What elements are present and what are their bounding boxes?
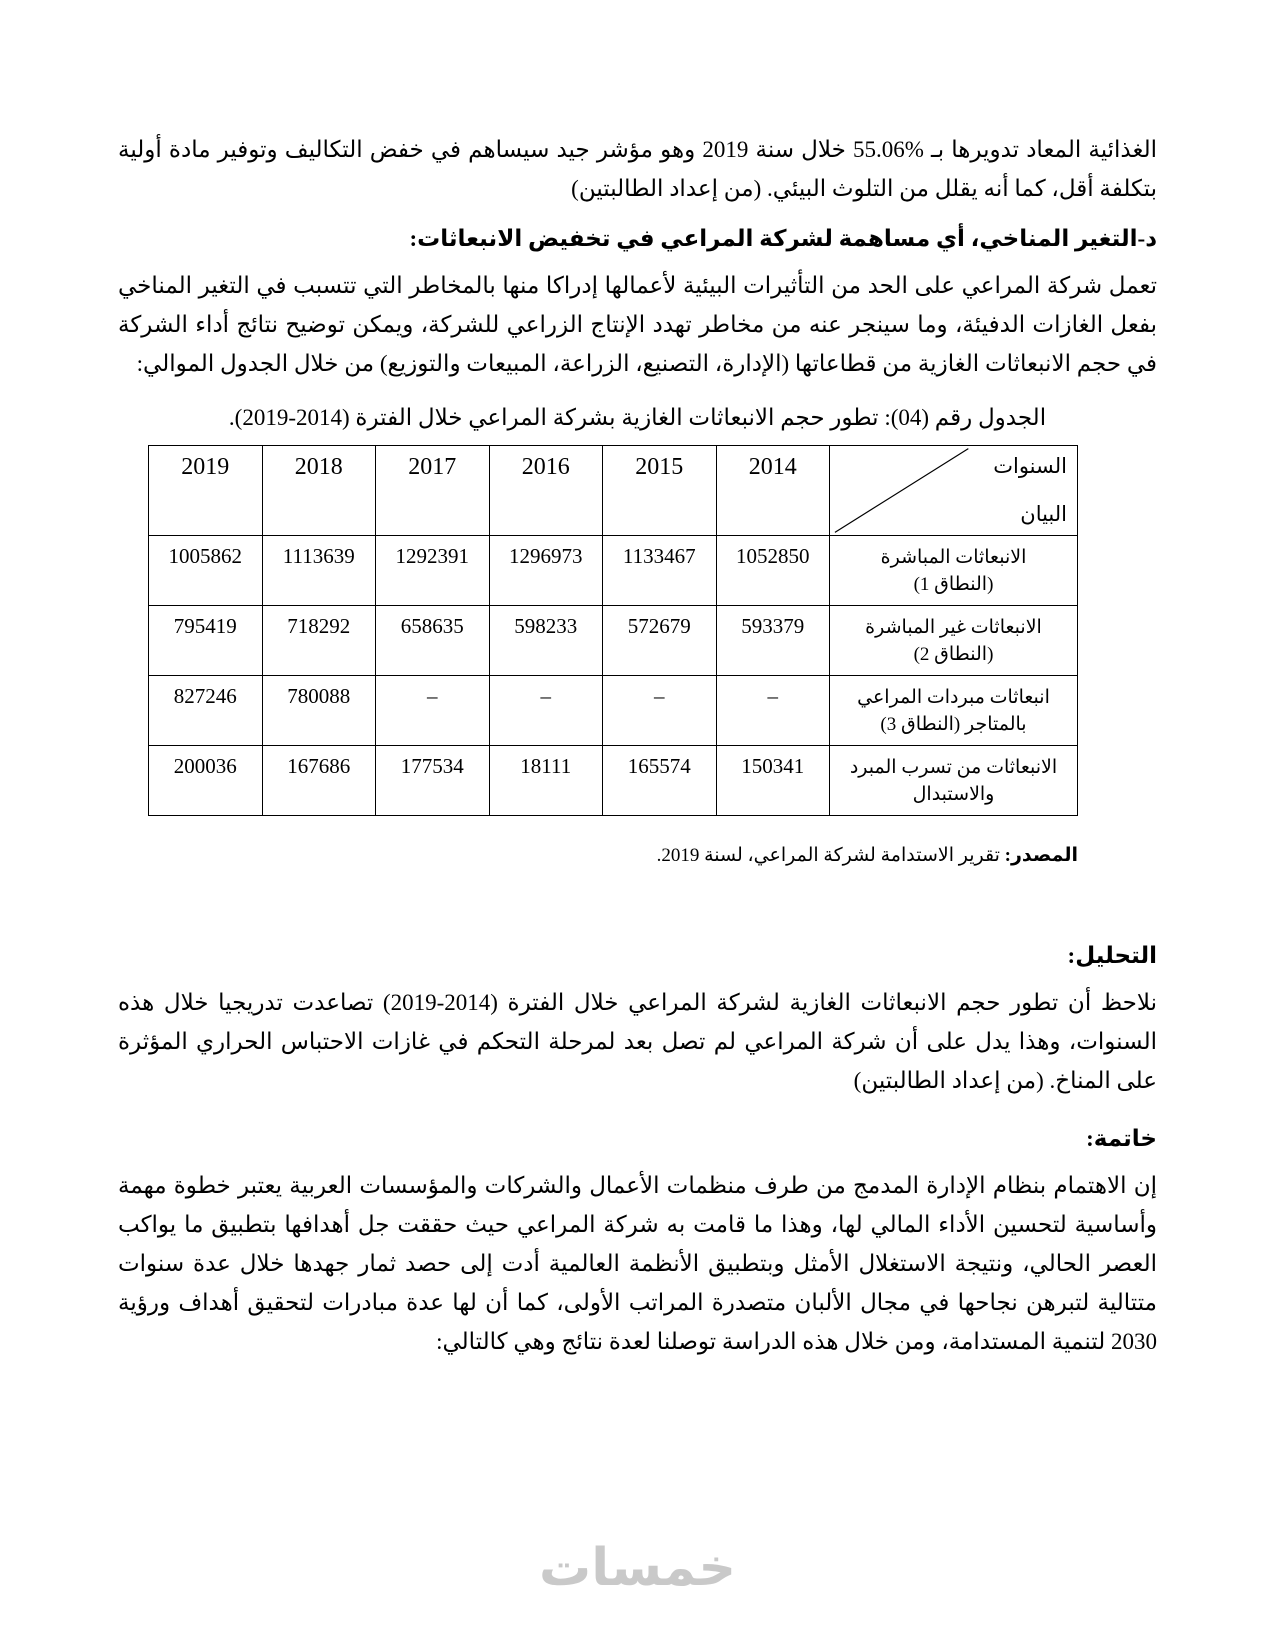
year-header-2016: 2016 bbox=[489, 446, 603, 536]
table-row-scope2 bbox=[149, 606, 1078, 676]
value-cell: 827246 bbox=[149, 676, 263, 746]
climate-paragraph: تعمل شركة المراعي على الحد من التأثيرات البيئية لأعمالها إدراكا منها بالمخاطر التي تتسبب في التغير المناخي بفعل الغازات الدفيئة، وما سينجر عنه من مخاطر تهدد الإنتاج الزراعي للشركة، ويمكن توضيح نتائج أداء الشركة في حجم الانبعاثات الغازية من قطاعاتها (الإدارة، التصنيع، الزراعة، المبيعات والتوزيع) من خلال الجدول الموالي: bbox=[118, 273, 1157, 376]
year-header-2018: 2018 bbox=[262, 446, 376, 536]
khamsat-watermark: خمسات bbox=[538, 1538, 737, 1598]
value-cell: 1292391 bbox=[376, 536, 490, 606]
source-label: المصدر: bbox=[1004, 845, 1078, 866]
value-cell: 593379 bbox=[716, 606, 830, 676]
analysis-heading: التحليل: bbox=[1067, 943, 1157, 968]
value-cell: 18111 bbox=[489, 746, 603, 816]
analysis-paragraph: نلاحظ أن تطور حجم الانبعاثات الغازية لشركة المراعي خلال الفترة (2014-2019) تصاعدت تدريجيا خلال هذه السنوات، وهذا يدل على أن شركة المراعي لم تصل بعد لمرحلة التحكم في غازات الاحتباس الحراري المؤثرة على المناخ. (من إعداد الطالبتين) bbox=[118, 990, 1157, 1093]
value-cell: 780088 bbox=[262, 676, 376, 746]
emissions-table bbox=[148, 445, 1078, 816]
value-cell: 718292 bbox=[262, 606, 376, 676]
row-label: انبعاثات مبردات المراعي بالمتاجر (النطاق 3) bbox=[830, 676, 1078, 746]
value-cell: 1005862 bbox=[149, 536, 263, 606]
year-header-2019: 2019 bbox=[149, 446, 263, 536]
source-text: تقرير الاستدامة لشركة المراعي، لسنة 2019. bbox=[656, 845, 1005, 866]
value-cell: – bbox=[376, 676, 490, 746]
spacer bbox=[118, 867, 1157, 925]
value-cell: – bbox=[716, 676, 830, 746]
value-cell: 598233 bbox=[489, 606, 603, 676]
table-row-leakage bbox=[149, 746, 1078, 816]
table-row-scope1 bbox=[149, 536, 1078, 606]
year-header-2017: 2017 bbox=[376, 446, 490, 536]
corner-cell bbox=[830, 446, 1078, 536]
value-cell: – bbox=[489, 676, 603, 746]
year-header-2014: 2014 bbox=[716, 446, 830, 536]
value-cell: 795419 bbox=[149, 606, 263, 676]
value-cell: 1052850 bbox=[716, 536, 830, 606]
table-caption: الجدول رقم (04): تطور حجم الانبعاثات الغازية بشركة المراعي خلال الفترة (2014-2019). bbox=[228, 405, 1047, 430]
conclusion-paragraph: إن الاهتمام بنظام الإدارة المدمج من طرف منظمات الأعمال والشركات والمؤسسات العربية يعتبر خطوة مهمة وأساسية لتحسين الأداء المالي لها، وهذا ما قامت به شركة المراعي حيث حققت جل أهدافها بتطبيق ما يواكب العصر الحالي، ونتيجة الاستغلال الأمثل وبتطبيق الأنظمة العالمية أدت إلى حصد ثمار جهدها خلال عدة سنوات متتالية لتبرهن نجاحها في مجال الألبان متصدرة المراتب الأولى، كما أن لها عدة مبادرات لتحقيق أهداف ورؤية 2030 لتنمية المستدامة، ومن خلال هذه الدراسة توصلنا لعدة نتائج وهي كالتالي: bbox=[118, 1173, 1157, 1354]
value-cell: 1113639 bbox=[262, 536, 376, 606]
table-row-scope3 bbox=[149, 676, 1078, 746]
section-heading-climate: د-التغير المناخي، أي مساهمة لشركة المراعي في تخفيض الانبعاثات: bbox=[409, 226, 1157, 251]
value-cell: 165574 bbox=[603, 746, 717, 816]
value-cell: 200036 bbox=[149, 746, 263, 816]
value-cell: 150341 bbox=[716, 746, 830, 816]
value-cell: 572679 bbox=[603, 606, 717, 676]
conclusion-heading: خاتمة: bbox=[1086, 1126, 1157, 1151]
row-label: الانبعاثات من تسرب المبرد والاستبدال bbox=[830, 746, 1078, 816]
value-cell: 167686 bbox=[262, 746, 376, 816]
table-header-row bbox=[149, 446, 1078, 536]
year-header-2015: 2015 bbox=[603, 446, 717, 536]
value-cell: 658635 bbox=[376, 606, 490, 676]
row-label: الانبعاثات المباشرة (النطاق 1) bbox=[830, 536, 1078, 606]
value-cell: 1296973 bbox=[489, 536, 603, 606]
value-cell: 1133467 bbox=[603, 536, 717, 606]
value-cell: 177534 bbox=[376, 746, 490, 816]
statement-axis-label: البيان bbox=[1020, 502, 1067, 526]
intro-paragraph: الغذائية المعاد تدويرها بـ %55.06 خلال سنة 2019 وهو مؤشر جيد سيساهم في خفض التكاليف وتوفير مادة أولية بتكلفة أقل، كما أنه يقلل من التلوث البيئي. (من إعداد الطالبتين) bbox=[118, 137, 1157, 201]
row-label: الانبعاثات غير المباشرة (النطاق 2) bbox=[830, 606, 1078, 676]
value-cell: – bbox=[603, 676, 717, 746]
years-axis-label: السنوات bbox=[993, 454, 1067, 478]
source-line bbox=[118, 844, 1078, 867]
